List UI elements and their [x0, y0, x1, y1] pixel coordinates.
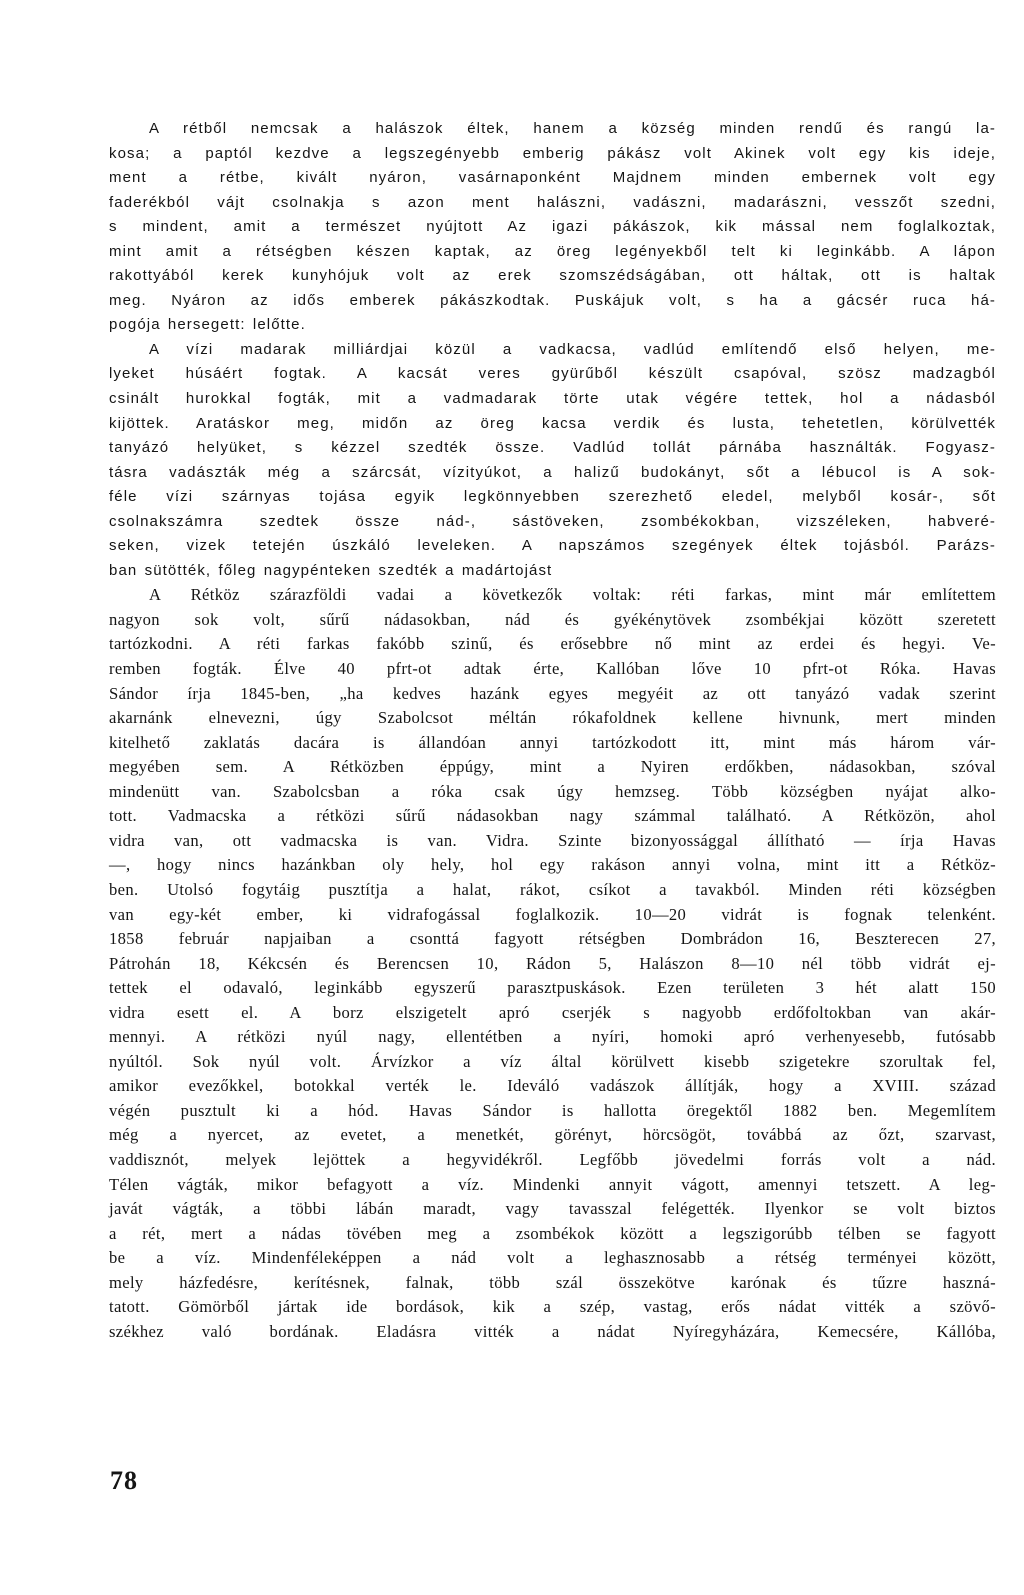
text-line: tásra vadászták még a szárcsát, vízityúkot, a halizű budokányt, sőt a lébucol is A sok- [109, 463, 996, 481]
text-line: tott. Vadmacska a rétközi sűrű nádasokban nagy számmal található. A Rétközön, ahol [109, 806, 996, 826]
text-line: Sándor írja 1845-ben, „ha kedves hazánk egyes megyéit az ott tanyázó vadak szerint [109, 683, 996, 703]
text-line: van egy-két ember, ki vidrafogással foglalkozik. 10—20 vidrát is fognak telenként. [109, 904, 996, 924]
text-line: csolnakszámra szedtek össze nád-, sástöveken, zsombékokban, vizszéleken, habveré- [109, 512, 996, 530]
text-line: ben. Utolsó fogytáig pusztítja a halat, rákot, csíkot a tavakból. Minden réti községben [109, 879, 996, 899]
text-line: rakottyából kerek kunyhójuk volt az erek szomszédságában, ott háltak, ott is haltak [109, 267, 996, 285]
text-line: végén pusztult ki a hód. Havas Sándor is hallotta öregektől 1882 ben. Megemlítem [109, 1100, 996, 1120]
text-line: lyeket húsáért fogtak. A kacsát veres gyürűből készült csapóval, szösz madzagból [109, 365, 996, 383]
text-line: kijöttek. Aratáskor meg, midőn az öreg kacsa verdik és lusta, tehetetlen, körülvették [109, 414, 996, 432]
text-line: a rét, mert a nádas tövében meg a zsombékok között a legszigorúbb télben se fagyott [109, 1223, 996, 1243]
text-line: vidra van, ott vadmacska is van. Vidra. Szinte bizonyossággal állítható — írja Havas [109, 830, 996, 850]
text-line: javát vágták, a többi lábán maradt, vagy tavasszal felégették. Ilyenkor se volt biztos [109, 1199, 996, 1219]
text-line: tanyázó helyüket, s kézzel szedték össze. Vadlúd tollát párnába használták. Fogyasz- [109, 439, 996, 457]
text-line: 1858 február napjaiban a csonttá fagyott rétségben Dombrádon 16, Beszterecen 27, [109, 929, 996, 949]
text-line: A Rétköz szárazföldi vadai a következők voltak: réti farkas, mint már említettem [149, 585, 996, 605]
text-line: tettek el odavaló, leginkább egyszerű parasztpuskások. Ezen területen 3 hét alatt 150 [109, 978, 996, 998]
text-line: ban sütötték, főleg nagypénteken szedték a madártojást [109, 561, 553, 579]
text-line: kitelhető zaklatás dacára is állandóan annyi tartózkodott itt, mint más három vár- [109, 732, 996, 752]
text-line: Pátrohán 18, Kékcsén és Berencsen 10, Rádon 5, Halászon 8—10 nél több vidrát ej- [109, 953, 996, 973]
text-line: tatott. Gömörből jártak ide bordások, kik a szép, vastag, erős nádat vitték a szövő- [109, 1297, 996, 1317]
text-line: faderékból vájt csolnakja s azon ment halászni, vadászni, madarászni, vesszőt szedni, [109, 193, 996, 211]
text-line: A vízi madarak milliárdjai közül a vadkacsa, vadlúd említendő első helyen, me- [149, 340, 996, 358]
text-line: nyúltól. Sok nyúl volt. Árvízkor a víz által körülvett kisebb szigetekre szorultak fel, [109, 1051, 996, 1071]
text-line: s mindent, amit a természet nyújtott Az igazi pákászok, kik mással nem foglalkoztak, [109, 218, 996, 236]
text-line: akarnánk elnevezni, úgy Szabolcsot méltán rókafoldnek kellene hivnunk, mert minden [109, 708, 996, 728]
text-line: nagyon sok volt, sűrű nádasokban, nád és gyékénytövek zsombékjai között szeretett [109, 609, 996, 629]
text-line: seken, vizek tetején úszkáló leveleken. A napszámos szegények éltek tojásból. Parázs- [109, 537, 996, 555]
body-text [109, 117, 996, 1344]
text-line: mint amit a rétségben készen kaptak, az öreg legényekből telt ki leginkább. A lápon [109, 242, 996, 260]
text-line: amikor evezőkkel, botokkal verték le. Ideváló vadászok állítják, hogy a XVIII. század [109, 1076, 996, 1096]
text-line: ment a rétbe, kivált nyáron, vasárnaponként Majdnem minden embernek volt egy [109, 169, 996, 187]
text-line: még a nyercet, az evetet, a menetkét, görényt, hörcsögöt, továbbá az őzt, szarvast, [109, 1125, 996, 1145]
text-line: A rétből nemcsak a halászok éltek, hanem a község minden rendű és rangú la- [149, 120, 996, 137]
text-line: Télen vágták, mikor befagyott a víz. Mindenki annyit vágott, amennyi tetszett. A leg- [109, 1174, 996, 1194]
text-line: vidra esett el. A borz elszigetelt apró cserjék s nagyobb erdőfoltokban van akár- [109, 1002, 996, 1022]
text-line: pogója hersegett: lelőtte. [109, 316, 306, 334]
text-line: meg. Nyáron az idős emberek pákászkodtak. Puskájuk volt, s ha a gácsér ruca há- [109, 291, 996, 309]
text-line: kosa; a paptól kezdve a legszegényebb emberig pákász volt Akinek volt egy kis ideje, [109, 144, 996, 162]
text-line: be a víz. Mindenféleképpen a nád volt a leghasznosabb a rétség terményei között, [109, 1248, 996, 1268]
text-line: tartózkodni. A réti farkas fakóbb szinű, és erősebbre nő mint az erdei és hegyi. Ve- [109, 634, 996, 654]
text-line: mely házfedésre, kerítésnek, falnak, több szál összekötve karónak és tűzre haszná- [109, 1272, 996, 1292]
text-line: vaddisznót, melyek lejöttek a hegyvidékről. Legfőbb jövedelmi forrás volt a nád. [109, 1149, 996, 1169]
text-line: megyében sem. A Rétközben éppúgy, mint a Nyiren erdőkben, nádasokban, szóval [109, 757, 996, 777]
text-line: remben fogták. Élve 40 pfrt-ot adtak érte, Kallóban lőve 10 pfrt-ot Róka. Havas [109, 659, 996, 679]
text-line: —, hogy nincs hazánkban oly hely, hol egy rakáson annyi volna, mint itt a Rétköz- [109, 855, 996, 875]
text-line: féle vízi szárnyas tojása egyik legkönnyebben szerezhető eledel, melyből kosár-, sőt [109, 488, 996, 506]
text-line: mindenütt van. Szabolcsban a róka csak úgy hemzseg. Több községben nyájat alko- [109, 781, 996, 801]
text-line: csinált hurokkal fogták, mit a vadmadarak törte utak végére tettek, hol a nádasból [109, 390, 996, 408]
text-line: székhez való bordának. Eladásra vitték a nádat Nyíregyházára, Kemecsére, Kállóba, [109, 1321, 996, 1341]
page-number: 78 [110, 1466, 138, 1495]
text-line: mennyi. A rétközi nyúl nagy, ellentétben a nyíri, homoki apró verhenyesebb, futósabb [109, 1027, 996, 1047]
